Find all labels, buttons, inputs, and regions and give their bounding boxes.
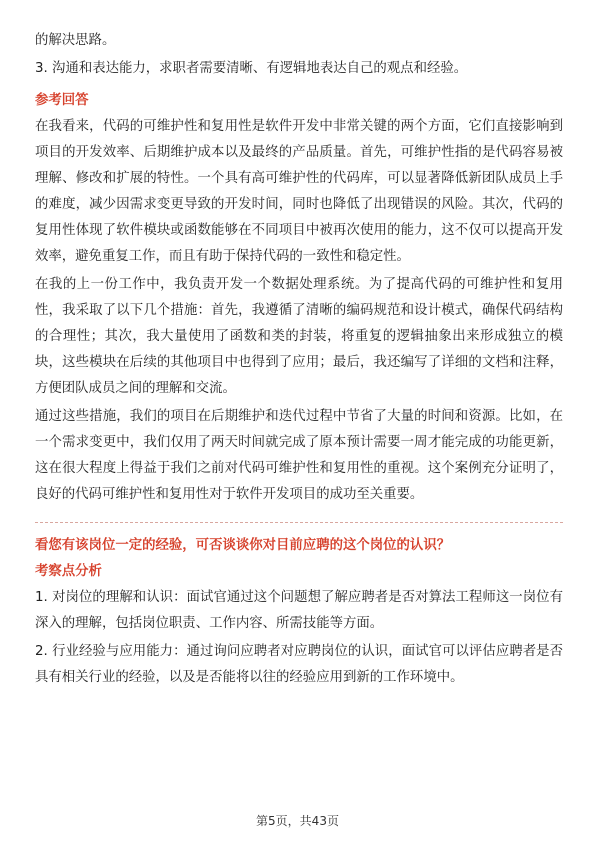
analysis-point-1: 1. 对岗位的理解和认识：面试官通过这个问题想了解应聘者是否对算法工程师这一岗位有深入的理解，包括岗位职责、工作内容、所需技能等方面。 <box>35 590 563 631</box>
answer-paragraph-3: 通过这些措施，我们的项目在后期维护和迭代过程中节省了大量的时间和资源。比如，在一个需求变更中，我们仅用了两天时间就完成了原本预计需要一周才能完成的功能更新，这在很大程度上得益于我们之前对代码可维护性和复用性的重视。这个案例充分证明了，良好的代码可维护性和复用性对于软件开发项目的成功至关重要。 <box>35 409 563 502</box>
question-title: 看您有该岗位一定的经验，可否谈谈你对目前应聘的这个岗位的认识？ <box>35 538 451 553</box>
analysis-heading: 考察点分析 <box>35 564 102 579</box>
answer-paragraph-1: 在我看来，代码的可维护性和复用性是软件开发中非常关键的两个方面，它们直接影响到项目的开发效率、后期维护成本以及最终的产品质量。首先，可维护性指的是代码容易被理解、修改和扩展的特性。一个具有高可维护性的代码库，可以显著降低新团队成员上手的难度，减少因需求变更导致的开发时间，同时也降低了出现错误的风险。其次，代码的复用性体现了软件模块或函数能够在不同项目中被再次使用的能力，这不仅可以提高开发效率，避免重复工作，而且有助于保持代码的一致性和稳定性。 <box>35 119 563 264</box>
page-number: 第5页，共43页 <box>256 814 339 828</box>
intro-point-3: 3. 沟通和表达能力，求职者需要清晰、有逻辑地表达自己的观点和经验。 <box>35 61 468 76</box>
document-page <box>35 28 563 693</box>
section-divider <box>35 522 563 523</box>
answer-paragraph-2: 在我的上一份工作中，我负责开发一个数据处理系统。为了提高代码的可维护性和复用性，我采取了以下几个措施：首先，我遵循了清晰的编码规范和设计模式，确保代码结构的合理性；其次，我大量使用了函数和类的封装，将重复的逻辑抽象出来形成独立的模块，这些模块在后续的其他项目中也得到了应用；最后，我还编写了详细的文档和注释，方便团队成员之间的理解和交流。 <box>35 277 563 396</box>
intro-continuation: 的解决思路。 <box>35 33 116 48</box>
answer-heading: 参考回答 <box>35 93 89 108</box>
analysis-point-2: 2. 行业经验与应用能力：通过询问应聘者对应聘岗位的认识，面试官可以评估应聘者是否具有相关行业的经验，以及是否能将以往的经验应用到新的工作环境中。 <box>35 644 563 685</box>
